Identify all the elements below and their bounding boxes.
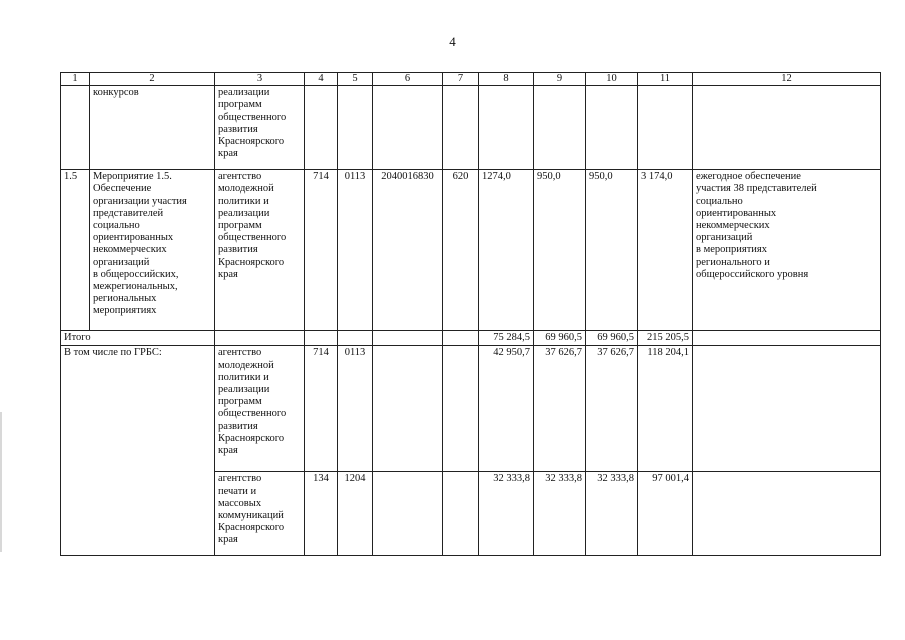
cell-result: ежегодное обеспечение участия 38 представителей социально ориентированных некоммерческих организаций в мероприятиях регионального и общероссийского уровня xyxy=(693,170,881,331)
cell-year-3: 950,0 xyxy=(586,170,638,331)
cell-total: 97 001,4 xyxy=(638,472,693,556)
col-header: 2 xyxy=(90,73,215,86)
col-header: 9 xyxy=(534,73,586,86)
table-row-continuation xyxy=(61,86,881,170)
cell-total: 118 204,1 xyxy=(638,346,693,472)
page-number: 4 xyxy=(449,34,456,49)
cell-vr: 620 xyxy=(443,170,479,331)
table-row-itogo xyxy=(61,331,881,346)
col-header: 5 xyxy=(338,73,373,86)
col-header: 4 xyxy=(305,73,338,86)
col-header: 6 xyxy=(373,73,443,86)
cell-measure: конкурсов xyxy=(90,86,215,170)
budget-table xyxy=(60,72,881,556)
col-header: 12 xyxy=(693,73,881,86)
col-header: 3 xyxy=(215,73,305,86)
itogo-label: Итого xyxy=(61,331,215,346)
cell-year-2: 32 333,8 xyxy=(534,472,586,556)
itogo-total: 215 205,5 xyxy=(638,331,693,346)
cell-total: 3 174,0 xyxy=(638,170,693,331)
cell-year-3: 37 626,7 xyxy=(586,346,638,472)
cell-year-3: 32 333,8 xyxy=(586,472,638,556)
cell-year-1: 1274,0 xyxy=(479,170,534,331)
cell-grbs: агентство молодежной политики и реализации программ общественного развития Красноярского края xyxy=(215,170,305,331)
itogo-year-3: 69 960,5 xyxy=(586,331,638,346)
cell-grbs-code: 134 xyxy=(305,472,338,556)
itogo-year-1: 75 284,5 xyxy=(479,331,534,346)
cell-num: 1.5 xyxy=(61,170,90,331)
table-row-grbs-714 xyxy=(61,346,881,472)
col-header: 1 xyxy=(61,73,90,86)
cell-rzpr: 0113 xyxy=(338,170,373,331)
cell-year-2: 37 626,7 xyxy=(534,346,586,472)
cell-grbs: агентство печати и массовых коммуникаций Красноярского края xyxy=(215,472,305,556)
cell-num xyxy=(61,86,90,170)
column-number-row xyxy=(61,73,881,86)
col-header: 11 xyxy=(638,73,693,86)
cell-year-1: 32 333,8 xyxy=(479,472,534,556)
cell-rzpr: 0113 xyxy=(338,346,373,472)
col-header: 10 xyxy=(586,73,638,86)
cell-grbs: реализации программ общественного развития Красноярского края xyxy=(215,86,305,170)
cell-year-2: 950,0 xyxy=(534,170,586,331)
scan-edge-mark xyxy=(0,412,2,552)
by-grbs-label: В том числе по ГРБС: xyxy=(61,346,215,556)
col-header: 7 xyxy=(443,73,479,86)
cell-grbs: агентство молодежной политики и реализации программ общественного развития Красноярского края xyxy=(215,346,305,472)
table-row-measure-1-5 xyxy=(61,170,881,331)
cell-grbs-code: 714 xyxy=(305,170,338,331)
cell-measure: Мероприятие 1.5. Обеспечение организации участия представителей социально ориентированных некоммерческих организаций в общероссийских, межрегиональных, региональных мероприятиях xyxy=(90,170,215,331)
cell-year-1: 42 950,7 xyxy=(479,346,534,472)
col-header: 8 xyxy=(479,73,534,86)
cell-grbs-code: 714 xyxy=(305,346,338,472)
cell-csr: 2040016830 xyxy=(373,170,443,331)
itogo-year-2: 69 960,5 xyxy=(534,331,586,346)
cell-rzpr: 1204 xyxy=(338,472,373,556)
